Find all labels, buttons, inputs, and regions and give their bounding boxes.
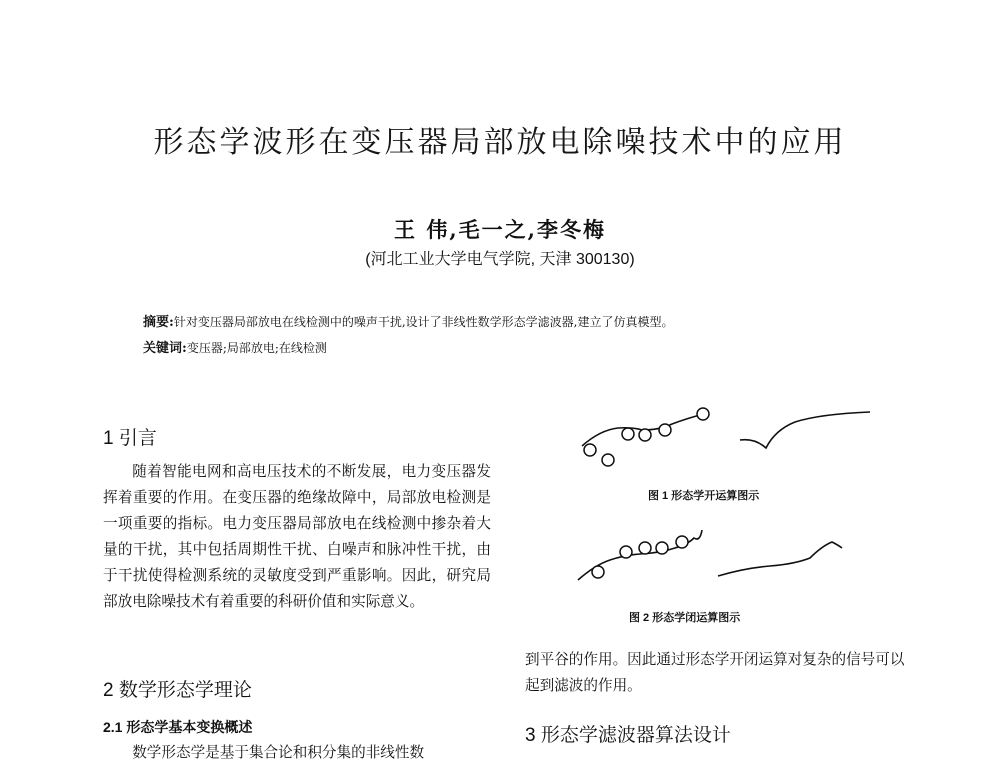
- figure-1-diagram: [570, 400, 870, 470]
- abstract: [143, 311, 903, 330]
- fig1-ball-6: [697, 408, 709, 420]
- fig1-ball-3: [622, 428, 634, 440]
- keywords: [143, 337, 327, 356]
- right-column-paragraph: 到平谷的作用。因此通过形态学开闭运算对复杂的信号可以起到滤波的作用。: [525, 651, 905, 694]
- author-list: 王 伟,毛一之,李冬梅: [394, 217, 606, 242]
- abstract-label: 摘要:: [143, 315, 174, 330]
- section-3-heading: 3 形态学滤波器算法设计: [525, 725, 731, 746]
- fig1-ball-1: [584, 444, 596, 456]
- fig2-ball-1: [592, 566, 604, 578]
- section-2-body: 数学形态学是基于集合论和积分集的非线性数: [132, 744, 425, 761]
- figure-1-caption: 图 1 形态学开运算图示: [648, 490, 760, 502]
- fig1-ball-2: [602, 454, 614, 466]
- fig1-ball-4: [639, 429, 651, 441]
- section-2-1-heading: 2.1 形态学基本变换概述: [103, 719, 253, 735]
- figure-2-caption: 图 2 形态学闭运算图示: [629, 612, 741, 624]
- keywords-label: 关键词:: [143, 341, 187, 356]
- section-1-body: 随着智能电网和高电压技术的不断发展，电力变压器发挥着重要的作用。在变压器的绝缘故障中，局部放电检测是一项重要的指标。电力变压器局部放电在线检测中掺杂着大量的干扰，其中包括周期性干扰、白噪声和脉冲性干扰，由于干扰使得检测系统的灵敏度受到严重影响。因此，研究局部放电除噪技术有着重要的科研价值和实际意义。: [103, 463, 491, 610]
- figure-2-diagram: [570, 520, 870, 590]
- abstract-text: 针对变压器局部放电在线检测中的噪声干扰,设计了非线性数学形态学滤波器,建立了仿真模型。: [173, 315, 674, 329]
- section-2-heading: 2 数学形态学理论: [103, 680, 252, 701]
- fig2-right-curve: [718, 542, 842, 576]
- fig2-ball-5: [676, 536, 688, 548]
- affiliation: (河北工业大学电气学院, 天津 300130): [365, 251, 635, 268]
- fig2-ball-4: [656, 542, 668, 554]
- keywords-text: 变压器;局部放电;在线检测: [186, 341, 327, 355]
- section-1-heading: 1 引言: [103, 428, 157, 449]
- fig2-ball-3: [639, 542, 651, 554]
- fig1-ball-5: [659, 424, 671, 436]
- paper-title: 形态学波形在变压器局部放电除噪技术中的应用: [153, 125, 847, 160]
- fig2-ball-2: [620, 546, 632, 558]
- fig1-right-curve: [740, 412, 870, 448]
